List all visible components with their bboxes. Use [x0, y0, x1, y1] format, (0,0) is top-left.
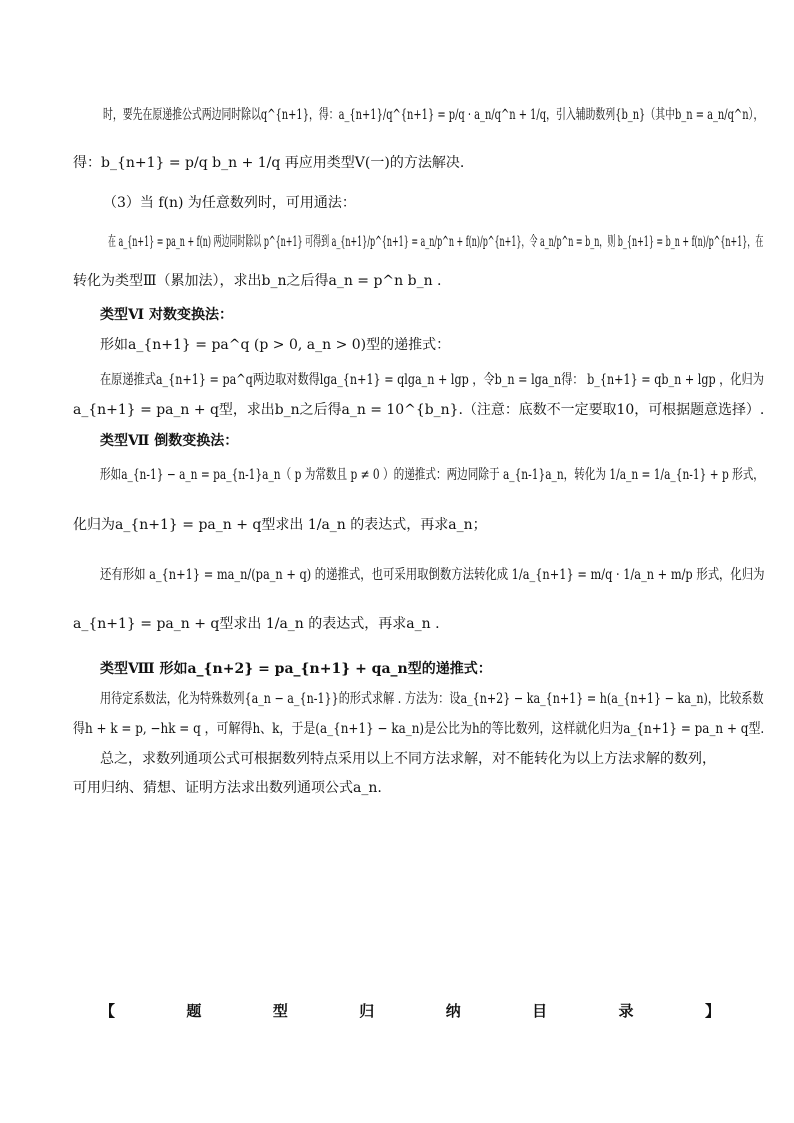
toc-char: 归: [359, 1002, 375, 1020]
text-line-11: 形如a_{n-1} − a_n = pa_{n-1}a_n（ p 为常数且 p ≠ 0 ）的递推式：两边同除于 a_{n-1}a_n，转化为 1/a_n = 1/a_{n-1} + p 形式，: [100, 467, 764, 483]
toc-char: 录: [618, 1002, 634, 1020]
text-line-2: 得：b_{n+1} = p/q b_n + 1/q 再应用类型Ⅴ(一)的方法解决.: [73, 155, 465, 171]
toc-heading: [100, 1000, 720, 1021]
text-line-8: 在原递推式a_{n+1} = pa^q两边取对数得lga_{n+1} = qlga_n + lgp ，令b_n = lga_n得： b_{n+1} = qb_n + lgp ，化归为: [100, 372, 764, 388]
text-line-16: 用待定系数法，化为特殊数列{a_n − a_{n-1}}的形式求解 . 方法为：设a_{n+2} − ka_{n+1} = h(a_{n+1} − ka_n)，比较系数: [100, 691, 764, 707]
toc-char: 】: [704, 1002, 720, 1020]
text-line-4: 在 a_{n+1} = pa_n + f(n) 两边同时除以 p^{n+1} 可得到 a_{n+1}/p^{n+1} = a_n/p^n + f(n)/p^{n+1}，令 a_n/p^n = b_n，则 b_{n+1} = b_n + f(n)/p^{n+1}，在: [108, 234, 764, 250]
text-line-12: 化归为a_{n+1} = pa_n + q型求出 1/a_n 的表达式，再求a_n；: [73, 517, 487, 533]
section-heading-type-8: 类型Ⅷ 形如a_{n+2} = pa_{n+1} + qa_n型的递推式：: [100, 661, 492, 677]
toc-char: 纳: [445, 1002, 461, 1020]
text-line-7: 形如a_{n+1} = pa^q (p > 0, a_n > 0)型的递推式：: [100, 337, 451, 353]
text-line-17: 得h + k = p, −hk = q ，可解得h、k，于是(a_{n+1} − ka_n)是公比为h的等比数列，这样就化归为a_{n+1} = pa_n + q型.: [73, 721, 765, 737]
toc-char: 【: [100, 1002, 116, 1020]
section-heading-type-6: 类型Ⅵ 对数变换法：: [100, 307, 233, 323]
text-line-14: a_{n+1} = pa_n + q型求出 1/a_n 的表达式，再求a_n .: [73, 616, 440, 632]
text-line-5: 转化为类型Ⅲ（累加法），求出b_n之后得a_n = p^n b_n .: [73, 273, 442, 289]
text-line-19: 可用归纳、猜想、证明方法求出数列通项公式a_n.: [73, 780, 382, 796]
text-line-13: 还有形如 a_{n+1} = ma_n/(pa_n + q) 的递推式，也可采用取倒数方法转化成 1/a_{n+1} = m/q · 1/a_n + m/p 形式，化归为: [100, 567, 765, 583]
toc-char: 题: [186, 1002, 202, 1020]
text-line-1: 时，要先在原递推公式两边同时除以q^{n+1}，得：a_{n+1}/q^{n+1} = p/q · a_n/q^n + 1/q，引入辅助数列{b_n}（其中b_n = a_n/q^n），: [103, 107, 764, 123]
text-line-18: 总之，求数列通项公式可根据数列特点采用以上不同方法求解，对不能转化为以上方法求解的数列，: [100, 751, 716, 767]
toc-char: 目: [532, 1002, 548, 1020]
text-line-9: a_{n+1} = pa_n + q型，求出b_n之后得a_n = 10^{b_n}.（注意：底数不一定要取10，可根据题意选择）.: [73, 402, 765, 418]
toc-char: 型: [272, 1002, 288, 1020]
text-line-3: （3）当 f(n) 为任意数列时，可用通法：: [103, 195, 356, 211]
section-heading-type-7: 类型Ⅶ 倒数变换法：: [100, 433, 239, 449]
